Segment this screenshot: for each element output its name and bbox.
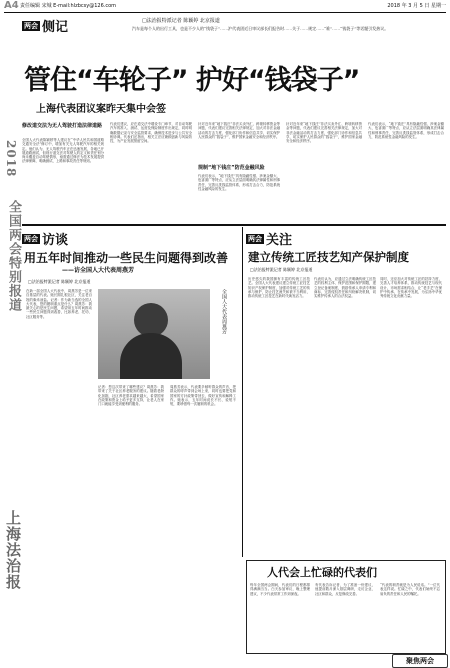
right-credit: □法治报特派记者 陈颖婷 北京报道 (250, 267, 313, 272)
section-tag-title: 侧记 (42, 20, 69, 35)
photo-caption: 全国人大代表周燕芳 (221, 289, 227, 334)
bottom-column-2: 有代表告诉记者，为了准备一份建议，他提前数月深入基层调研，走访企业、社区和群众，反复修改完善。 (315, 583, 375, 596)
left-headline: 用五年时间推动一些民生问题得到改善 (24, 251, 229, 265)
bottom-column-3: “代表的职责就是为人民说话。”一位代表这样说。忙碌之中，代表们始终不忘肩负的责任和人民的嘱托。 (380, 583, 440, 596)
bottom-column-1: 每年全国两会期间，代表们的日程都排得满满当当。白天参加审议，晚上整理建议，不少代表常常工作到深夜。 (250, 583, 310, 596)
page-header (4, 2, 446, 13)
page-number: A4 (4, 0, 19, 11)
top-subheadline: 上海代表团议案昨天集中会签 (36, 104, 166, 115)
left-tag-label: 两会 (24, 234, 38, 243)
left-column-2: 记者：您这次带来了哪些建议？周燕芳：我带来了关于社区养老服务的建议。随着老龄化加剧，社区养老需求越来越大，希望国家在政策和资金上给予更多支持，让老人在家门口就能享受到便利的服务。 (98, 385, 164, 407)
side-band-title: 全国两会特别报道 (6, 200, 21, 312)
header-date: 2018 年 3 月 5 日 星期一 (387, 3, 446, 9)
portrait-body (120, 333, 182, 379)
top-column-3: 针对近年来“地下钱庄”非法买卖外汇、跨境转移资金等问题，代表们建议完善相关法律规定，加大对非法金融活动的打击力度，强化部门协作和信息共享，切实保护人民群众的“钱袋子”，维护国家金融安全和经济秩序。 (198, 122, 280, 139)
column-heading-2: 规制“地下钱庄”防范金融风险 (198, 165, 265, 171)
left-tag-title: 访谈 (42, 233, 69, 248)
left-subheadline: ——访全国人大代表周燕芳 (62, 267, 135, 274)
top-column-2: 代表们建议，应在道交法中增设专门章节，对自动驾驶汽车的准入、测试、运营及保险制度作出规定，同时明确数据记录与安全监管要求，确保技术进步与公共安全相协调。代表们还指出，相关立法应兼顾创新与风险防控，为产业发展预留空间。 (110, 122, 192, 144)
top-section (22, 14, 446, 224)
header-editor-info: 责任编辑 宋城 E-mail:hlzbcsy@126.com (20, 3, 117, 9)
footer-logo-text: 聚焦两会 (406, 657, 434, 665)
top-credit: □法治报特派记者 陈颖婷 北京报道 (142, 18, 220, 24)
right-column-3: 同时，还应加大对传统工匠的扶持力度，完善人才培养体系，推动传统技艺与现代设计、市场需求相结合，让“老手艺”在保护中传承、在传承中发展，为弘扬中华优秀传统文化贡献力量。 (380, 277, 442, 299)
top-column-3b: 代表们表示，“地下钱庄”具有隐蔽性强、涉案金额大、危害面广等特点，应从立法层面明确其法律属性和刑事责任，完善反洗钱监管体系，形成打击合力，防范系统性金融风险的发生。 (198, 174, 280, 191)
left-column-3: 周燕芳表示，代表要多倾听群众的声音，把群众的呼声带到会场上来，同时也要把党和国家的方针政策带回去，做好宣传和解释工作。她表示，五年时间说长不长、说短不短，要珍惜每一次履职的机会。 (170, 385, 236, 407)
right-section-tag (246, 229, 292, 248)
top-divider (22, 224, 446, 226)
top-headline: 管住“车轮子” 护好“钱袋子” (24, 65, 360, 96)
section-tag-label: 两会 (24, 21, 38, 30)
left-section (22, 227, 240, 652)
left-credit: □法治报特派记者 陈颖婷 北京报道 (28, 279, 91, 284)
right-column-2: 代表们认为，应通过立法明确传统工匠技艺的权利主体、保护范围和保护期限，建立登记备案制度，鼓励传承人申请专利和商标，完善侵权责任和纠纷解决机制，切实维护传承人的合法权益。 (314, 277, 376, 299)
side-band-year: 2018 (4, 140, 18, 178)
right-section (246, 227, 446, 557)
right-tag-title: 关注 (266, 233, 293, 248)
left-column-1: 在新一届全国人大代表中，周燕芳是一位来自基层的代表。她长期扎根社区，关注老百姓的柴米油盐。记者：作为新当选的全国人大代表，您的履职重点是什么？周燕芳：我最关心的是民生问题，希望用五年时间推动一些民生问题得到改善，比如养老、托幼、社区服务等。 (26, 289, 92, 319)
top-column-5: 代表们表示，“地下钱庄”具有隐蔽性强、涉案金额大、危害面广等特点，应从立法层面明确其法律属性和刑事责任，完善反洗钱监管体系，形成打击合力，防范系统性金融风险的发生。 (368, 122, 444, 139)
section-tag-sidenote (22, 16, 68, 35)
portrait-photo (98, 289, 210, 379)
top-column-1: 全国人大代表陈颖婷等人建议在“中华人民共和国道路交通安全法”修订中，增加有关无人驾驶汽车的相关规定。他们认为，无人驾驶汽车正在迅速发展，各地已开展道路测试，但现行道交法对驾驶人的定义和责任划分尚未覆盖自动驾驶情形，亟需通过修法为技术发展提供法律保障，明确测试、上路和事故责任等规则。 (22, 138, 104, 164)
footer-logo (392, 654, 448, 668)
right-tag-label: 两会 (248, 234, 262, 243)
left-section-tag (22, 229, 68, 248)
column-heading-1: 修改道交法为无人驾驶打造法律道路 (22, 123, 103, 129)
bottom-feature-box (246, 560, 446, 654)
top-column-4: 针对近年来“地下钱庄”非法买卖外汇、跨境转移资金等问题，代表们建议完善相关法律规定，加大对非法金融活动的打击力度，强化部门协作和信息共享，切实保护人民群众的“钱袋子”，维护国家金融安全和经济秩序。 (286, 122, 362, 144)
portrait-figure (134, 303, 168, 337)
side-band-paper: 上海法治报 (4, 510, 22, 590)
side-band (4, 80, 22, 660)
top-intro: 汽车是每个人的出行工具，也是不少人的“钱袋子”……沪代表团近日审议部长们报告时……关于……规定……“谁”……“钱袋子”等话题引发热议。 (132, 26, 389, 31)
vertical-divider (242, 227, 243, 557)
bottom-headline: 人代会上忙碌的代表们 (267, 566, 377, 579)
right-headline: 建立传统工匠技艺知产保护制度 (248, 250, 409, 264)
right-column-1: 历史悠久的我国拥有丰富的传统工匠技艺。全国人大代表建议建立传统工匠技艺知识产权保护制度，加强对传统工艺的传承与保护，防止技艺流失和被不当利用，推动传统工匠技艺在新时代焕发活力。 (248, 277, 310, 299)
